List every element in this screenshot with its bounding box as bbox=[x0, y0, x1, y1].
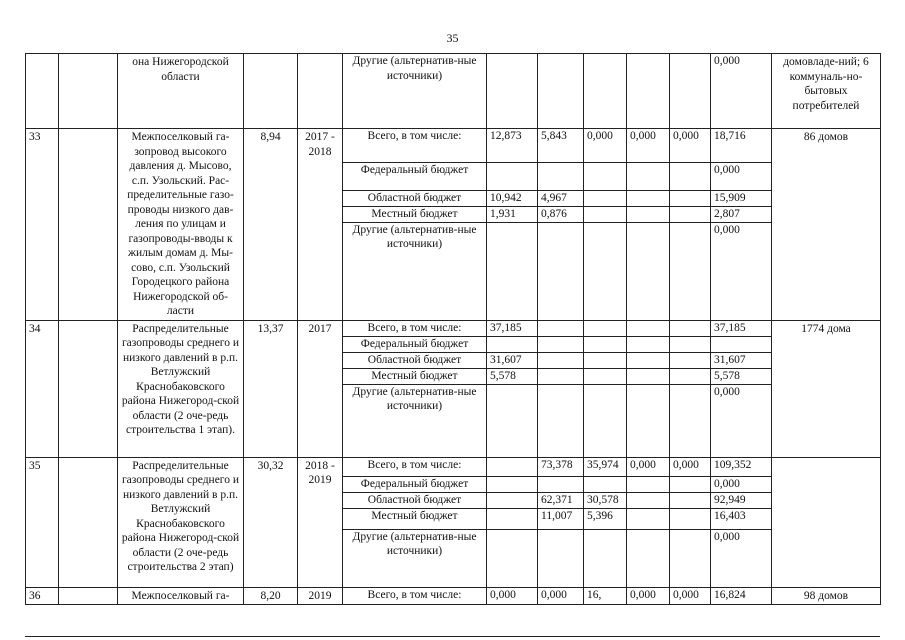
year-value-v4 bbox=[627, 207, 670, 223]
year-value-v2 bbox=[538, 320, 584, 336]
empty-column bbox=[59, 587, 118, 605]
year-value-v5 bbox=[670, 336, 711, 352]
year-value-v2: 0,876 bbox=[538, 207, 584, 223]
year-value-v4 bbox=[627, 508, 670, 529]
year-value-v4 bbox=[627, 191, 670, 207]
funding-source-label: Всего, в том числе: bbox=[343, 320, 487, 336]
empty-column bbox=[59, 320, 118, 457]
total-value: 16,824 bbox=[711, 587, 772, 605]
table-row bbox=[26, 457, 881, 476]
year-value-v2 bbox=[538, 529, 584, 587]
year-value-v3: 5,396 bbox=[584, 508, 627, 529]
year-value-v2 bbox=[538, 336, 584, 352]
expected-result: 86 домов bbox=[772, 129, 881, 321]
total-value bbox=[711, 336, 772, 352]
empty-column bbox=[59, 54, 118, 129]
total-value: 18,716 bbox=[711, 129, 772, 163]
year-value-v3 bbox=[584, 384, 627, 457]
year-value-v5 bbox=[670, 191, 711, 207]
year-value-v1 bbox=[487, 384, 538, 457]
year-value-v2 bbox=[538, 222, 584, 320]
total-value: 0,000 bbox=[711, 384, 772, 457]
year-value-v1 bbox=[487, 163, 538, 191]
expected-result: 1774 дома bbox=[772, 320, 881, 457]
year-value-v1 bbox=[487, 222, 538, 320]
year-value-v2 bbox=[538, 54, 584, 129]
bottom-rule bbox=[25, 636, 880, 637]
year-value-v5 bbox=[670, 207, 711, 223]
funding-source-label: Другие (альтернатив-ные источники) bbox=[343, 222, 487, 320]
funding-source-label: Федеральный бюджет bbox=[343, 163, 487, 191]
year-value-v5 bbox=[670, 529, 711, 587]
funding-source-label: Областной бюджет bbox=[343, 352, 487, 368]
total-value: 0,000 bbox=[711, 222, 772, 320]
year-value-v5 bbox=[670, 368, 711, 384]
length-km: 30,32 bbox=[244, 457, 298, 587]
year-value-v1: 1,931 bbox=[487, 207, 538, 223]
year-value-v3 bbox=[584, 336, 627, 352]
funding-source-label: Всего, в том числе: bbox=[343, 129, 487, 163]
total-value: 2,807 bbox=[711, 207, 772, 223]
year-value-v2: 0,000 bbox=[538, 587, 584, 605]
funding-source-label: Областной бюджет bbox=[343, 492, 487, 508]
year-value-v3 bbox=[584, 352, 627, 368]
year-value-v5: 0,000 bbox=[670, 457, 711, 476]
year-value-v5 bbox=[670, 222, 711, 320]
budget-table bbox=[25, 53, 881, 605]
construction-years: 2017 - 2018 bbox=[298, 129, 343, 321]
year-value-v1 bbox=[487, 492, 538, 508]
year-value-v1 bbox=[487, 476, 538, 492]
year-value-v5 bbox=[670, 320, 711, 336]
year-value-v1 bbox=[487, 54, 538, 129]
length-km: 8,20 bbox=[244, 587, 298, 605]
year-value-v3 bbox=[584, 54, 627, 129]
year-value-v3 bbox=[584, 207, 627, 223]
year-value-v2: 11,007 bbox=[538, 508, 584, 529]
year-value-v5 bbox=[670, 492, 711, 508]
empty-column bbox=[59, 129, 118, 321]
year-value-v4: 0,000 bbox=[627, 457, 670, 476]
total-value: 5,578 bbox=[711, 368, 772, 384]
year-value-v2 bbox=[538, 352, 584, 368]
year-value-v4 bbox=[627, 54, 670, 129]
construction-years bbox=[298, 54, 343, 129]
length-km: 8,94 bbox=[244, 129, 298, 321]
total-value: 0,000 bbox=[711, 529, 772, 587]
funding-source-label: Федеральный бюджет bbox=[343, 476, 487, 492]
object-name: Распределительные газопроводы среднего и низкого давлений в р.п. Ветлужский Краснобаковского района Нижегород-ской области (2 оче-редь строительства 2 этап) bbox=[118, 457, 244, 587]
year-value-v3 bbox=[584, 476, 627, 492]
row-number: 34 bbox=[26, 320, 59, 457]
year-value-v1 bbox=[487, 457, 538, 476]
object-name: Распределительные газопроводы среднего и низкого давлений в р.п. Ветлужский Краснобаковского района Нижегород-ской области (2 оче-редь строительства 1 этап). bbox=[118, 320, 244, 457]
row-number: 36 bbox=[26, 587, 59, 605]
total-value: 16,403 bbox=[711, 508, 772, 529]
expected-result bbox=[772, 457, 881, 587]
year-value-v3 bbox=[584, 191, 627, 207]
year-value-v1: 12,873 bbox=[487, 129, 538, 163]
year-value-v3: 16, bbox=[584, 587, 627, 605]
year-value-v3 bbox=[584, 529, 627, 587]
table-row bbox=[26, 587, 881, 605]
year-value-v1: 0,000 bbox=[487, 587, 538, 605]
year-value-v2 bbox=[538, 384, 584, 457]
funding-source-label: Федеральный бюджет bbox=[343, 336, 487, 352]
year-value-v4 bbox=[627, 368, 670, 384]
construction-years: 2019 bbox=[298, 587, 343, 605]
year-value-v5 bbox=[670, 476, 711, 492]
year-value-v4 bbox=[627, 384, 670, 457]
funding-source-label: Всего, в том числе: bbox=[343, 587, 487, 605]
table-row bbox=[26, 54, 881, 129]
expected-result: домовладе-ний; 6 коммуналь-но-бытовых потребителей bbox=[772, 54, 881, 129]
page-number: 35 bbox=[446, 31, 459, 45]
year-value-v5 bbox=[670, 54, 711, 129]
table-row bbox=[26, 320, 881, 336]
year-value-v5 bbox=[670, 352, 711, 368]
year-value-v3 bbox=[584, 320, 627, 336]
year-value-v1 bbox=[487, 529, 538, 587]
funding-source-label: Всего, в том числе: bbox=[343, 457, 487, 476]
year-value-v2 bbox=[538, 368, 584, 384]
year-value-v3: 30,578 bbox=[584, 492, 627, 508]
year-value-v4 bbox=[627, 320, 670, 336]
total-value: 109,352 bbox=[711, 457, 772, 476]
year-value-v1: 31,607 bbox=[487, 352, 538, 368]
year-value-v5 bbox=[670, 508, 711, 529]
year-value-v1 bbox=[487, 336, 538, 352]
year-value-v4 bbox=[627, 336, 670, 352]
year-value-v2: 5,843 bbox=[538, 129, 584, 163]
funding-source-label: Местный бюджет bbox=[343, 368, 487, 384]
funding-source-label: Другие (альтернатив-ные источники) bbox=[343, 54, 487, 129]
year-value-v2 bbox=[538, 163, 584, 191]
funding-source-label: Местный бюджет bbox=[343, 508, 487, 529]
year-value-v1: 37,185 bbox=[487, 320, 538, 336]
length-km bbox=[244, 54, 298, 129]
funding-source-label: Местный бюджет bbox=[343, 207, 487, 223]
year-value-v5: 0,000 bbox=[670, 129, 711, 163]
total-value: 92,949 bbox=[711, 492, 772, 508]
total-value: 15,909 bbox=[711, 191, 772, 207]
year-value-v4 bbox=[627, 352, 670, 368]
year-value-v2: 62,371 bbox=[538, 492, 584, 508]
year-value-v5 bbox=[670, 384, 711, 457]
year-value-v1 bbox=[487, 508, 538, 529]
construction-years: 2018 - 2019 bbox=[298, 457, 343, 587]
year-value-v2: 4,967 bbox=[538, 191, 584, 207]
construction-years: 2017 bbox=[298, 320, 343, 457]
year-value-v4: 0,000 bbox=[627, 129, 670, 163]
year-value-v5: 0,000 bbox=[670, 587, 711, 605]
year-value-v1: 10,942 bbox=[487, 191, 538, 207]
year-value-v4: 0,000 bbox=[627, 587, 670, 605]
year-value-v1: 5,578 bbox=[487, 368, 538, 384]
length-km: 13,37 bbox=[244, 320, 298, 457]
year-value-v3 bbox=[584, 368, 627, 384]
expected-result: 98 домов bbox=[772, 587, 881, 605]
row-number bbox=[26, 54, 59, 129]
year-value-v5 bbox=[670, 163, 711, 191]
object-name: Межпоселковый га- bbox=[118, 587, 244, 605]
empty-column bbox=[59, 457, 118, 587]
year-value-v4 bbox=[627, 222, 670, 320]
year-value-v4 bbox=[627, 529, 670, 587]
row-number: 33 bbox=[26, 129, 59, 321]
year-value-v3 bbox=[584, 222, 627, 320]
year-value-v3: 35,974 bbox=[584, 457, 627, 476]
year-value-v4 bbox=[627, 492, 670, 508]
year-value-v4 bbox=[627, 163, 670, 191]
total-value: 37,185 bbox=[711, 320, 772, 336]
table-row bbox=[26, 129, 881, 163]
funding-source-label: Другие (альтернатив-ные источники) bbox=[343, 529, 487, 587]
funding-source-label: Другие (альтернатив-ные источники) bbox=[343, 384, 487, 457]
total-value: 0,000 bbox=[711, 163, 772, 191]
funding-source-label: Областной бюджет bbox=[343, 191, 487, 207]
year-value-v3 bbox=[584, 163, 627, 191]
year-value-v4 bbox=[627, 476, 670, 492]
object-name: она Нижегородской области bbox=[118, 54, 244, 129]
object-name: Межпоселковый га-зопровод высокого давления д. Мысово, с.п. Узольский. Рас-пределительные газо-проводы низкого дав-ления по улицам и газопроводы-вводы к жилым домам д. Мы-сово, с.п. Узольский Городецкого района Нижегородской об-ласти bbox=[118, 129, 244, 321]
total-value: 0,000 bbox=[711, 476, 772, 492]
row-number: 35 bbox=[26, 457, 59, 587]
year-value-v2 bbox=[538, 476, 584, 492]
total-value: 31,607 bbox=[711, 352, 772, 368]
year-value-v2: 73,378 bbox=[538, 457, 584, 476]
year-value-v3: 0,000 bbox=[584, 129, 627, 163]
total-value: 0,000 bbox=[711, 54, 772, 129]
